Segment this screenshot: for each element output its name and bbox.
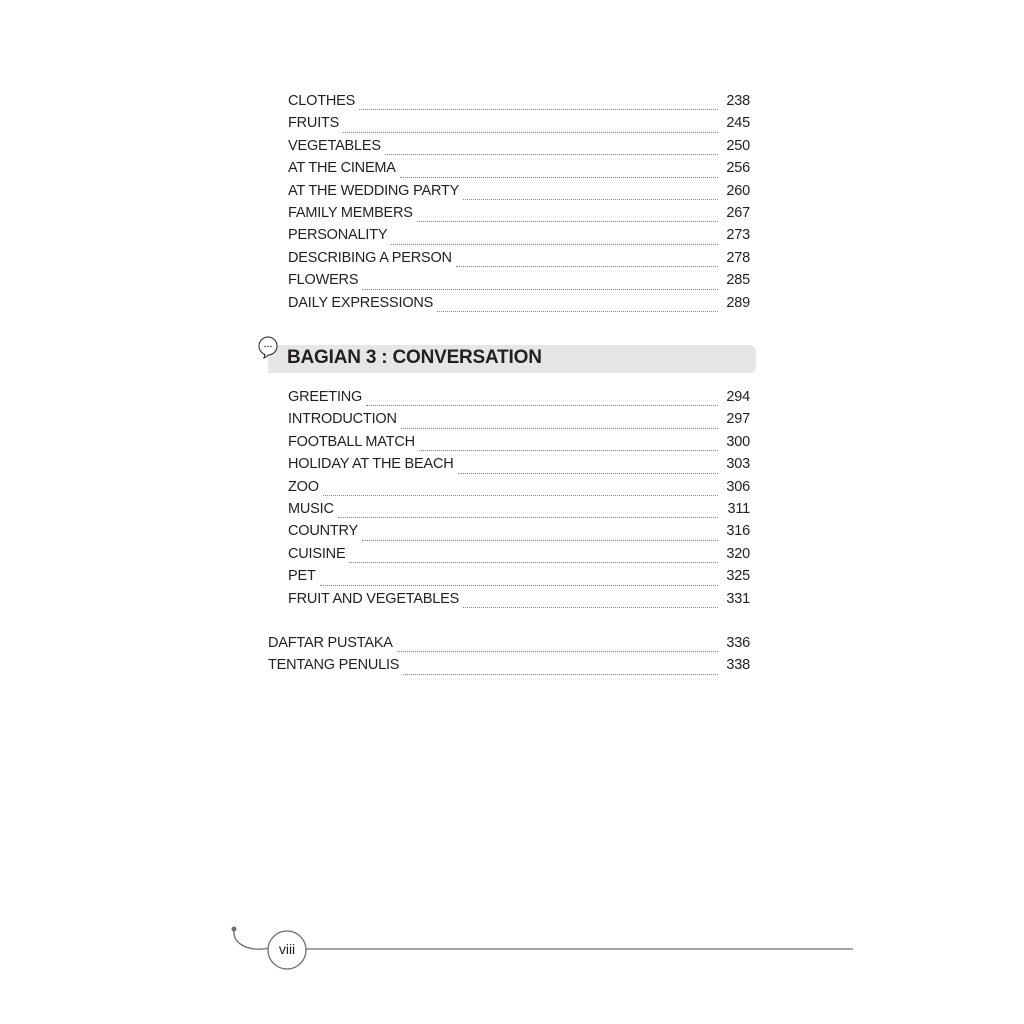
toc-entry-title: TENTANG PENULIS xyxy=(268,657,400,674)
toc-entry-page: 303 xyxy=(726,456,750,473)
toc-entry-title: FAMILY MEMBERS xyxy=(288,204,413,221)
toc-entry-page: 273 xyxy=(726,227,750,244)
toc-entry-title: VEGETABLES xyxy=(288,137,381,154)
toc-entry-title: DAILY EXPRESSIONS xyxy=(288,294,434,311)
toc-entry-page: 256 xyxy=(726,160,750,177)
toc-entry-page: 238 xyxy=(726,93,750,109)
toc-entry-page: 320 xyxy=(726,545,750,562)
toc-entry-title: PET xyxy=(288,568,316,585)
toc-entry-page: 311 xyxy=(727,500,750,517)
toc-entry-page: 250 xyxy=(726,137,750,154)
toc-entry-page: 285 xyxy=(726,272,750,289)
toc-entry-page: 289 xyxy=(726,294,750,311)
toc-entry-title: DAFTAR PUSTAKA xyxy=(268,635,393,651)
toc-entry-title: HOLIDAY AT THE BEACH xyxy=(288,456,454,473)
toc-entry-title: GREETING xyxy=(288,389,363,405)
toc-entry-page: 260 xyxy=(726,182,750,199)
section-title: BAGIAN 3 : CONVERSATION xyxy=(287,347,542,368)
toc-entry-page: 306 xyxy=(726,478,750,495)
toc-entry-title: FOOTBALL MATCH xyxy=(288,433,415,450)
toc-entry-page: 278 xyxy=(726,249,750,266)
toc-entry-page: 297 xyxy=(726,411,750,428)
toc-entry-title: PERSONALITY xyxy=(288,227,388,244)
toc-entry-title: INTRODUCTION xyxy=(288,411,397,428)
page-number: viii xyxy=(278,941,296,957)
toc-entry-page: 316 xyxy=(726,523,750,540)
toc-entry-title: FRUITS xyxy=(288,115,340,132)
toc-entry-title: AT THE WEDDING PARTY xyxy=(288,182,460,199)
toc-entry-title: FLOWERS xyxy=(288,272,359,289)
toc-entry-title: DESCRIBING A PERSON xyxy=(288,249,452,266)
toc-entry-title: AT THE CINEMA xyxy=(288,160,396,177)
toc-entry-page: 300 xyxy=(726,433,750,450)
toc-entry-page: 267 xyxy=(726,204,750,221)
toc-entry-page: 294 xyxy=(726,389,750,405)
toc-entry-title: FRUIT AND VEGETABLES xyxy=(288,590,460,607)
toc-entry-page: 331 xyxy=(726,590,750,607)
toc-entry-title: MUSIC xyxy=(288,500,334,517)
toc-entry-title: ZOO xyxy=(288,478,319,495)
toc-entry-page: 245 xyxy=(726,115,750,132)
toc-entry-page: 325 xyxy=(726,568,750,585)
toc-entry-title: COUNTRY xyxy=(288,523,359,540)
toc-entry-title: CUISINE xyxy=(288,545,346,562)
toc-entry-title: CLOTHES xyxy=(288,93,356,109)
toc-entry-page: 338 xyxy=(726,657,750,674)
toc-entry-page: 336 xyxy=(726,635,750,651)
